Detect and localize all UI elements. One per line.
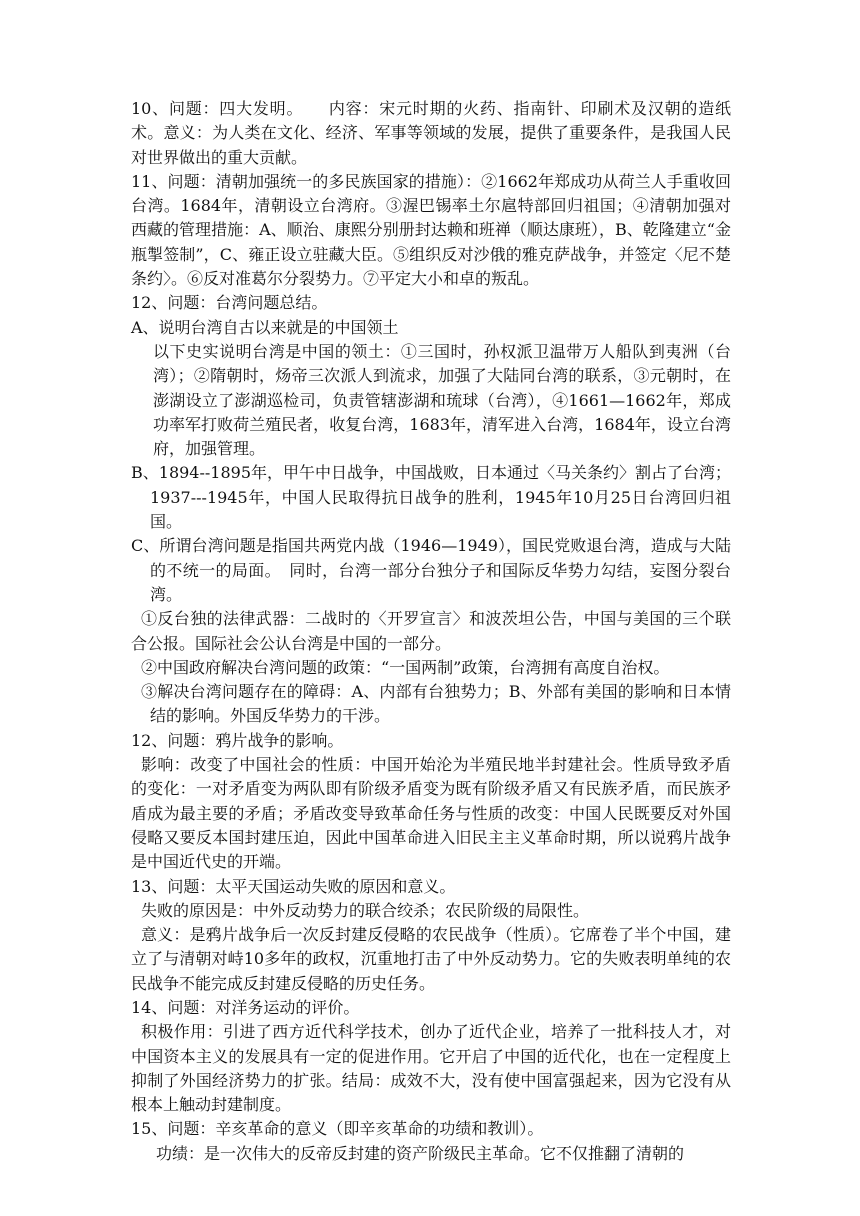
document-body — [131, 97, 731, 1166]
point-1-legal-weapons: ①反台独的法律武器：二战时的〈开罗宣言〉和波茨坦公告，中国与美国的三个联合公报。国际社会公认台湾是中国的一部分。 — [131, 609, 731, 653]
item-14-westernization-heading: 14、问题：对洋务运动的评价。 — [131, 997, 360, 1017]
point-3-obstacles: ③解决台湾问题存在的障碍：A、内部有台独势力；B、外部有美国的影响和日本情结的影响。外国反华势力的干涉。 — [141, 682, 731, 726]
section-a-heading: A、说明台湾自古以来就是的中国领土 — [131, 317, 399, 337]
opium-war-impact: 影响：改变了中国社会的性质：中国开始沦为半殖民地半封建社会。性质导致矛盾的变化：一对矛盾变为两队即有阶级矛盾变为既有阶级矛盾又有民族矛盾，而民族矛盾成为最主要的矛盾；矛盾改变导致革命任务与性质的改变：中国人民既要反对外国侵略又要反本国封建压迫，因此中国革命进入旧民主主义革命时期，所以说鸦片战争是中国近代史的开端。 — [131, 755, 731, 872]
item-12-opium-war-heading: 12、问题：鸦片战争的影响。 — [131, 730, 344, 750]
taiping-significance: 意义：是鸦片战争后一次反封建反侵略的农民战争（性质）。它席卷了半个中国，建立了与清朝对峙10多年的政权，沉重地打击了中外反动势力。它的失败表明单纯的农民战争不能完成反封建反侵略的历史任务。 — [131, 925, 731, 993]
section-a-historical-facts: 以下史实说明台湾是中国的领土：①三国时，孙权派卫温带万人船队到夷洲（台湾）；②隋朝时，炀帝三次派人到流求，加强了大陆同台湾的联系，③元朝时，在澎湖设立了澎湖巡检司，负责管辖澎湖和琉球（台湾），④1661—1662年，郑成功率军打败荷兰殖民者，收复台湾，1683年，清军进入台湾，1684年，设立台湾府，加强管理。 — [153, 341, 731, 459]
taiping-failure-reasons: 失败的原因是：中外反动势力的联合绞杀；农民阶级的局限性。 — [141, 900, 590, 920]
item-15-xinhai-heading: 15、问题：辛亥革命的意义（即辛亥革命的功绩和教训）。 — [131, 1119, 544, 1139]
section-c-paragraph: C、所谓台湾问题是指国共两党内战（1946—1949），国民党败退台湾，造成与大陆的不统一的局面。 同时，台湾一部分台独分子和国际反华势力勾结，妄图分裂台湾。 — [131, 536, 731, 604]
westernization-evaluation: 积极作用：引进了西方近代科学技术，创办了近代企业，培养了一批科技人才，对中国资本主义的发展具有一定的促进作用。它开启了中国的近代化，也在一定程度上抑制了外国经济势力的扩张。结局：成效不大，没有使中国富强起来，因为它没有从根本上触动封建制度。 — [131, 1022, 731, 1115]
item-13-taiping-heading: 13、问题：太平天国运动失败的原因和意义。 — [131, 876, 456, 896]
section-b-paragraph: B、1894--1895年，甲午中日战争，中国战败，日本通过〈马关条约〉割占了台湾；1937---1945年，中国人民取得抗日战争的胜利，1945年10月25日台湾回归祖国。 — [131, 463, 732, 532]
item-10-four-inventions: 10、问题：四大发明。 内容：宋元时期的火药、指南针、印刷术及汉朝的造纸术。意义：为人类在文化、经济、军事等领域的发展，提供了重要条件，是我国人民对世界做出的重大贡献。 — [131, 99, 731, 167]
point-2-government-policy: ②中国政府解决台湾问题的政策：“一国两制”政策，台湾拥有高度自治权。 — [141, 657, 670, 677]
xinhai-achievements: 功绩：是一次伟大的反帝反封建的资产阶级民主革命。它不仅推翻了清朝的 — [156, 1143, 685, 1163]
item-11-qing-unification-measures: 11、问题：清朝加强统一的多民族国家的措施）：②1662年郑成功从荷兰人手重收回台湾。1684年，清朝设立台湾府。③渥巴锡率土尔扈特部回归祖国；④清朝加强对西藏的管理措施：A、顺治、康熙分别册封达赖和班禅（顺达康班），B、乾隆建立“金瓶掣签制”，C、雍正设立驻藏大臣。⑤组织反对沙俄的雅克萨战争，并签定〈尼不楚条约〉。⑥反对准葛尔分裂势力。⑦平定大小和卓的叛乱。 — [131, 171, 731, 289]
item-12-taiwan-summary-heading: 12、问题：台湾问题总结。 — [131, 293, 328, 313]
